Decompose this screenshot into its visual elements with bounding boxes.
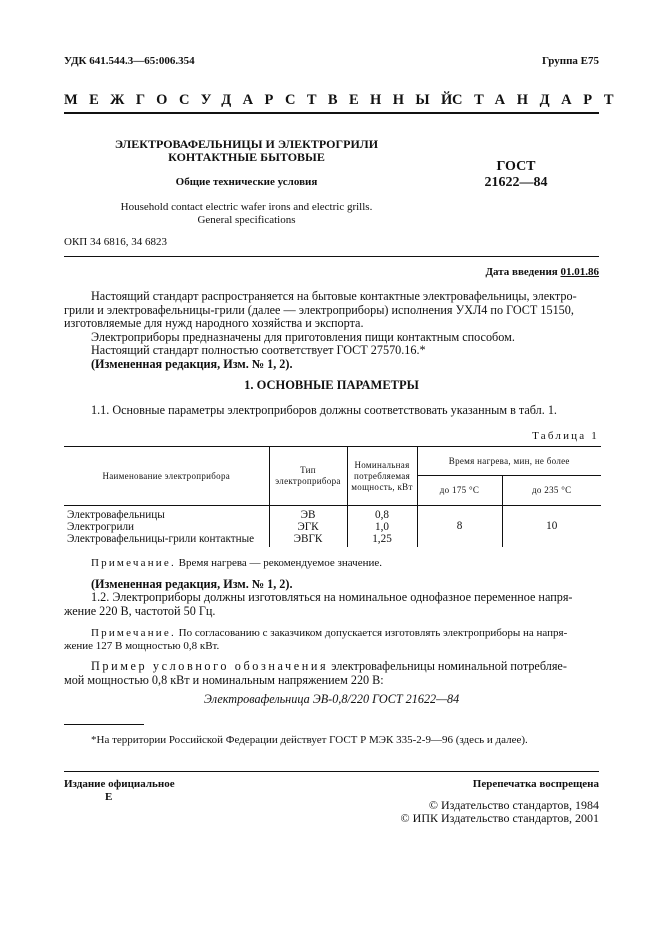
- example-paragraph: [64, 660, 599, 687]
- intro-paragraphs: [64, 290, 599, 372]
- intro-date-label: Дата введения: [485, 266, 558, 278]
- intro-p1-line1: Настоящий стандарт распространяется на бытовые контактные электровафельницы, электро-: [91, 289, 577, 303]
- reprint-notice: Перепечатка воспрещена: [472, 778, 599, 790]
- title-rule: [64, 256, 599, 257]
- intro-date: [485, 266, 599, 278]
- col-type-header: [269, 447, 347, 506]
- example-line2: мой мощностью 0,8 кВт и номинальным напряжением 220 В:: [64, 672, 384, 687]
- col-type-line2: электроприбора: [275, 476, 341, 486]
- row-power: 0,8: [347, 506, 417, 522]
- col-t235-header: до 235 °С: [502, 476, 601, 506]
- table-1: [64, 446, 601, 547]
- copyright-2001: © ИПК Издательство стандартов, 2001: [400, 811, 599, 825]
- gost-label: ГОСТ: [496, 159, 536, 174]
- row-power: 1,0: [347, 521, 417, 533]
- intro-amendment: (Измененная редакция, Изм. № 1, 2).: [91, 356, 293, 371]
- time-235-value: 10: [502, 506, 601, 547]
- section-1-heading: 1. ОСНОВНЫЕ ПАРАМЕТРЫ: [244, 378, 419, 392]
- note-1-label: Примечание.: [91, 557, 176, 569]
- footnote-rule: [64, 724, 144, 725]
- copyright-1984: © Издательство стандартов, 1984: [428, 798, 599, 812]
- note-1: [91, 557, 382, 569]
- p12-line1: 1.2. Электроприборы должны изготовляться на номинальное однофазное переменное напря-: [91, 590, 573, 604]
- col-power-line2: потребляемая: [353, 470, 411, 481]
- col-t175-header: до 175 °С: [417, 476, 502, 506]
- title-subtitle: Общие технические условия: [175, 176, 318, 188]
- intro-p3: Настоящий стандарт полностью соответствует ГОСТ 27570.16.*: [91, 343, 426, 358]
- p12-line2: жение 220 В, частотой 50 Гц.: [64, 603, 216, 618]
- col-name-header: Наименование электроприбора: [64, 447, 269, 506]
- example-line1: [64, 660, 599, 674]
- row-type: ЭВ: [269, 506, 347, 522]
- title-line-2: КОНТАКТНЫЕ БЫТОВЫЕ: [168, 150, 325, 164]
- table-row: [64, 506, 601, 522]
- title-english-1: Household contact electric wafer irons and electric grills.: [120, 201, 373, 213]
- okp-code: ОКП 34 6816, 34 6823: [64, 236, 167, 248]
- edition-letter: Е: [105, 791, 113, 803]
- example-label: Пример условного обозначения: [91, 659, 329, 673]
- footer-rule: [64, 771, 599, 772]
- col-power-line1: Номинальная: [354, 459, 410, 470]
- intro-p1-line2: грили и электровафельницы-грили (далее — электроприборы) исполнения УХЛ4 по ГОСТ 15150,: [64, 302, 574, 317]
- row-name: Электровафельницы-грили контактные: [67, 533, 255, 546]
- amendment-2: (Измененная редакция, Изм. № 1, 2).: [91, 577, 293, 591]
- intro-date-value: 01.01.86: [560, 266, 599, 278]
- intro-p1-line3: изготовляемые для нужд народного хозяйства и экспорта.: [64, 316, 364, 331]
- paragraph-1-2: [64, 591, 599, 618]
- time-175-value: 8: [417, 506, 502, 547]
- banner-left: МЕЖГОСУДАРСТВЕННЫЙ: [64, 92, 464, 108]
- example-text: электровафельницы номинальной потребляе-: [331, 659, 567, 673]
- col-time-header: Время нагрева, мин, не более: [417, 447, 601, 476]
- footnote: *На территории Российской Федерации действует ГОСТ Р МЭК 335-2-9—96 (здесь и далее).: [91, 734, 528, 746]
- row-type: ЭГК: [269, 521, 347, 533]
- note-2-line1: [64, 627, 599, 640]
- note-2: [64, 627, 599, 653]
- note-2-line2: жение 127 В мощностью 0,8 кВт.: [64, 640, 220, 652]
- col-type-line1: Тип: [300, 465, 316, 475]
- gost-number: 21622—84: [484, 175, 548, 190]
- udk-code: УДК 641.544.3—65:006.354: [64, 55, 195, 67]
- row-name: Электрогрили: [67, 521, 135, 534]
- banner-right: СТАНДАРТ: [452, 92, 626, 108]
- title-line-1: ЭЛЕКТРОВАФЕЛЬНИЦЫ И ЭЛЕКТРОГРИЛИ: [114, 137, 379, 151]
- paragraph-1-1: 1.1. Основные параметры электроприборов должны соответствовать указанным в табл. 1.: [91, 403, 557, 417]
- row-name: Электровафельницы: [67, 509, 165, 521]
- title-english-2: General specifications: [197, 214, 296, 226]
- group-code: Группа Е75: [541, 55, 599, 67]
- note-2-label: Примечание.: [91, 627, 176, 639]
- row-type: ЭВГК: [269, 533, 347, 546]
- note-2-text: По согласованию с заказчиком допускается изготовлять электроприборы на напря-: [178, 627, 568, 639]
- official-edition: Издание официальное: [64, 778, 175, 790]
- intro-p2: Электроприборы предназначены для приготовления пищи контактным способом.: [91, 329, 515, 344]
- banner-rule: [64, 112, 599, 114]
- note-1-text: Время нагрева — рекомендуемое значение.: [178, 557, 382, 569]
- designation-example: Электровафельница ЭВ-0,8/220 ГОСТ 21622—84: [203, 692, 460, 706]
- col-power-header: [347, 447, 417, 506]
- row-power: 1,25: [347, 533, 417, 546]
- col-power-line3: мощность, кВт: [351, 481, 413, 492]
- table-1-caption: Таблица 1: [532, 430, 599, 442]
